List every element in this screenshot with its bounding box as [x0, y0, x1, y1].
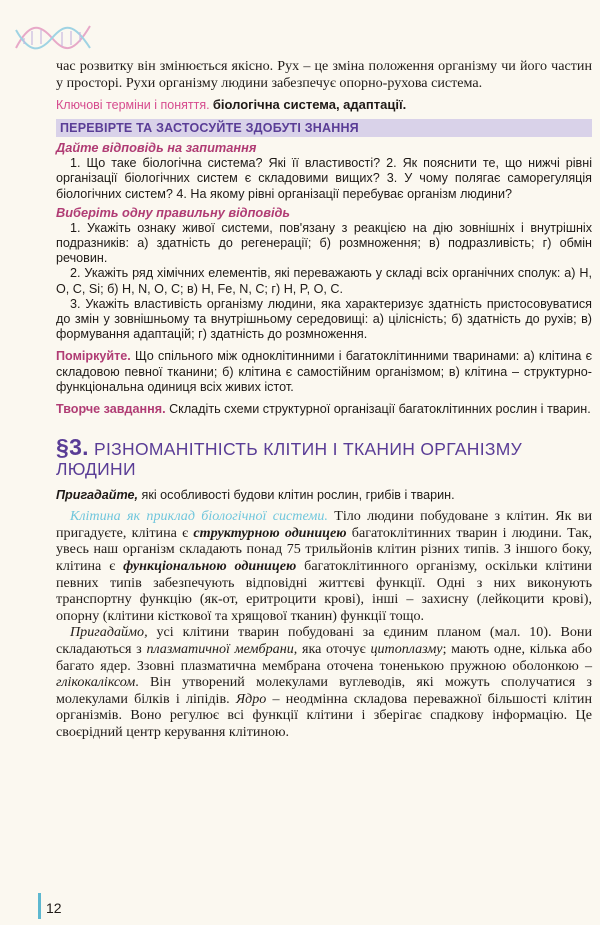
page-number-bar — [38, 893, 41, 919]
p1-term-functional: функціональною одиницею — [123, 558, 297, 575]
p2-term-glycocalyx: глікокаліксом — [56, 674, 136, 691]
choose-item-3: 3. Укажіть властивість організму людини, яка характеризує здатність пристосовуватися до змін у зовнішньому та внутрішньому середовищі: а) цілісність; б) здатність до рухів; в) формування адаптацій; г) здатність до розмноження. — [56, 296, 592, 342]
p2-term-membrane: плазматичної мембрани — [146, 640, 294, 657]
dna-helix-icon — [14, 18, 92, 58]
remember-line — [56, 488, 592, 502]
p2-text-d: . Він утворений молекулами вуглеводів, які можуть сполучатися з молекулами білків і ліпідів. — [56, 674, 592, 707]
cell-subheading: Клітина як приклад біологічної системи. — [70, 508, 328, 525]
page-number: 12 — [46, 900, 62, 916]
p1-text-b: багатоклітинних тварин і людини. Так, увесь наш організм складають понад 75 трильйонів клітин різних типів. З іншого боку, клітина є — [56, 524, 592, 575]
cell-paragraph — [56, 508, 592, 624]
p2-term-nucleus: Ядро — [235, 690, 267, 707]
section-title-text: РІЗНОМАНІТНІСТЬ КЛІТИН І ТКАНИН ОРГАНІЗМУ ЛЮДИНИ — [56, 439, 523, 480]
answer-questions-heading: Дайте відповідь на запитання — [56, 140, 257, 156]
remember-label: Пригадайте, — [56, 488, 139, 503]
key-terms-value: біологічна система, адаптації. — [212, 97, 407, 113]
think-task — [56, 349, 592, 395]
p1-term-structural: структурною одиницею — [193, 524, 347, 541]
answer-questions-text: 1. Що таке біологічна система? Які її властивості? 2. Як пояснити те, що нижчі рівні організації біологічних систем є складовими вищих? 3. У чому полягає саморегуляція біологічних систем? 4. На якому рівні організації перебуває організм людини? — [56, 156, 592, 201]
think-label: Поміркуйте. — [56, 349, 131, 364]
cell-structure-paragraph — [56, 624, 592, 740]
p2-term-cytoplasm: цитоплазму — [370, 640, 443, 657]
section-number: §3. — [56, 434, 89, 461]
choose-answer-heading: Виберіть одну правильну відповідь — [56, 204, 291, 220]
creative-label: Творче завдання. — [56, 402, 166, 417]
p2-text-c: ; мають одне, кілька або багато ядер. Ззовні плазматична мембрана оточена тоненькою пружною оболонкою – — [56, 640, 592, 674]
check-knowledge-heading: ПЕРЕВІРТЕ ТА ЗАСТОСУЙТЕ ЗДОБУТІ ЗНАННЯ — [56, 119, 592, 137]
p1-text-a: Тіло людини побудоване з клітин. Як ви пригадуєте, клітина є — [56, 508, 592, 541]
creative-text: Складіть схеми структурної організації багатоклітинних рослин і тварин. — [165, 402, 591, 417]
p2-text-a: усі клітини тварин побудовані за єдиним планом (мал. 10). Вони складаються з — [56, 624, 592, 657]
section-title — [56, 434, 592, 480]
key-terms-label: Ключові терміни і поняття. — [56, 98, 210, 113]
intro-paragraph: час розвитку він змінюється якісно. Рух – це зміна положення організму чи його частин у просторі. Рухи організму людини забезпечує опорно-рухова система. — [56, 58, 592, 91]
p2-text-e: – неодмінна складова переважної більшості клітин організмів. Воно регулює всі функції клітини і зберігає спадкову інформацію. Це своєрідний центр керування клітиною. — [56, 690, 592, 740]
p1-text-c: багатоклітинного організму, оскільки клітини певних типів забезпечують відповідні життєві функції. Одні з них виконують транспортну функцію (як-от, еритроцити крові), інші – захисну (лейкоцити крові), опорну (клітини кісткової та хрящової тканин) функції тощо. — [56, 558, 592, 624]
page-content — [56, 58, 592, 741]
creative-task — [56, 402, 592, 417]
p2-lead: Пригадаймо, — [70, 624, 148, 641]
think-text: Що спільного між одноклітинними і багатоклітинними тваринами: а) клітина є складовою певної тканини; б) клітина є самостійним організмом; в) клітина – структурно-функціональна одиниця всіх живих істот. — [56, 349, 592, 394]
remember-text: які особливості будови клітин рослин, грибів і тварин. — [138, 488, 455, 503]
p2-text-b: , яка оточує — [293, 640, 371, 657]
choose-item-1: 1. Укажіть ознаку живої системи, пов'язану з реакцією на дію зовнішніх і внутрішніх подразників: а) здатність до регенерації; б) розмноження; в) подразливість; г) обмін речовин. — [56, 220, 592, 266]
key-terms — [56, 97, 592, 113]
choose-item-2: 2. Укажіть ряд хімічних елементів, які переважають у складі всіх органічних сполук: а) H, O, C, Si; б) H, N, O, C; в) H, Fe, N, C; г) H, P, O, C. — [56, 266, 592, 296]
